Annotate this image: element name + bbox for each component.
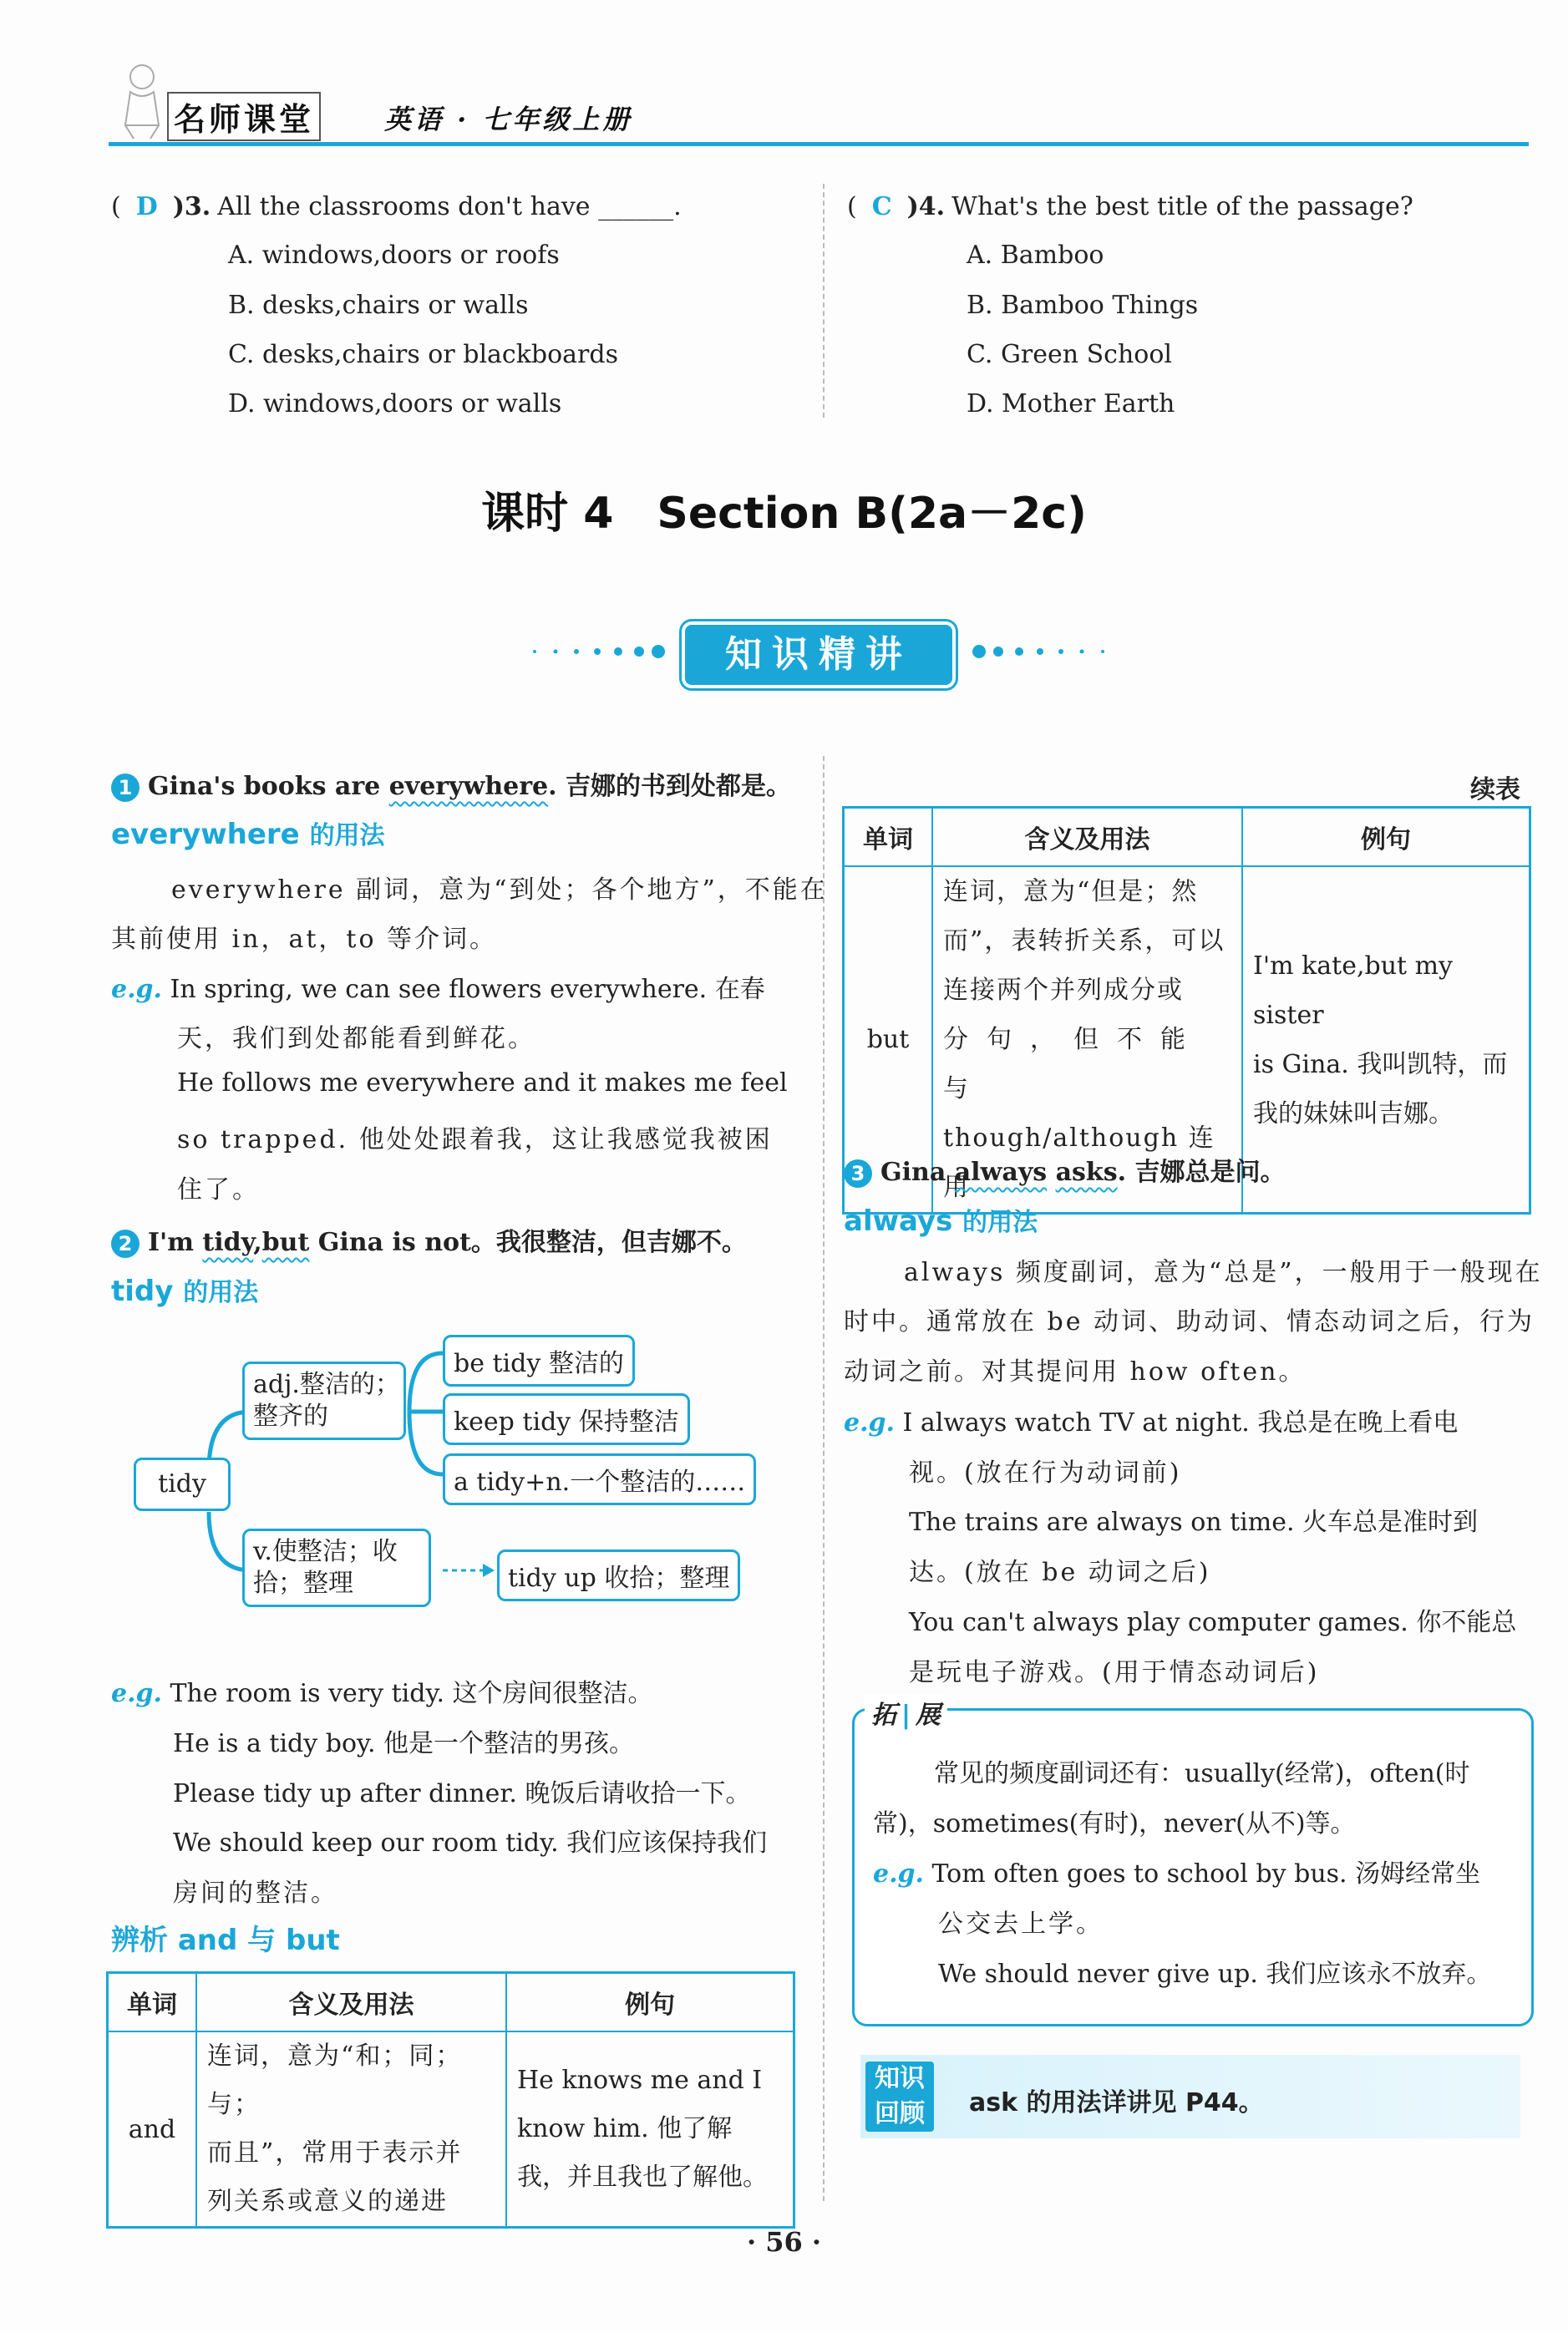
continued-label: 续表: [1470, 775, 1520, 804]
mindmap-root: tidy: [134, 1458, 231, 1511]
point3-example-2a: The trains are always on time. 火车总是准时到: [909, 1508, 1479, 1537]
review-strip: [860, 2055, 1520, 2138]
table-header-example-2: 例句: [1242, 808, 1530, 867]
mindmap: [134, 1320, 794, 1654]
answer-q3: D: [135, 192, 158, 221]
review-text: ask 的用法详讲见 P44。: [969, 2088, 1264, 2117]
point2-example-2: He is a tidy boy. 他是一个整洁的男孩。: [173, 1729, 635, 1758]
point2-example-3: Please tidy up after dinner. 晚饭后请收拾一下。: [173, 1779, 751, 1808]
and-word: and: [108, 2031, 197, 2228]
table-header-usage-2: 含义及用法: [932, 808, 1242, 867]
extension-body-1: 常见的频度副词还有：usually(经常)，often(时: [934, 1759, 1470, 1788]
point2-heading: tidy 的用法: [111, 1275, 259, 1308]
column-divider-top: [823, 184, 825, 418]
extension-box: [852, 1701, 1534, 2026]
mindmap-verb: v.使整洁；收 拾；整理: [242, 1529, 431, 1607]
but-usage: 连词，意为“但是；然 而”，表转折关系，可以 连接两个并列成分或 分句，但不能与 though/although 连用: [932, 866, 1242, 1214]
extension-example-1b: 公交去上学。: [938, 1910, 1104, 1939]
q4-option-c: C. Green School: [967, 340, 1173, 369]
section-title: 课时 4 Section B(2a－2c): [481, 489, 1087, 539]
point1-body-1: everywhere 副词，意为“到处；各个地方”，不能在: [171, 875, 828, 905]
q4-option-b: B. Bamboo Things: [967, 291, 1199, 320]
header-rule: [109, 142, 1529, 146]
q3-option-b: B. desks,chairs or walls: [228, 291, 529, 320]
review-tag: 知识 回顾: [865, 2062, 934, 2132]
banner-dots-left: [526, 643, 668, 660]
mindmap-adj-item-2: keep tidy 保持整洁: [443, 1393, 690, 1445]
column-divider: [823, 756, 825, 2201]
point1-example-1b: 天，我们到处都能看到鲜花。: [177, 1024, 535, 1053]
point3-example-2b: 达。(放在 be 动词之后): [909, 1558, 1211, 1587]
point2-example-1: e.g. The room is very tidy. 这个房间很整洁。: [111, 1679, 653, 1708]
point2-sentence: 2 I'm tidy,but Gina is not。我很整洁，但吉娜不。: [111, 1221, 747, 1258]
mindmap-adj-item-1: be tidy 整洁的: [443, 1335, 635, 1387]
point3-body-2: 时中。通常放在 be 动词、助动词、情态动词之后，行为: [844, 1307, 1535, 1336]
point3-example-1b: 视。(放在行为动词前): [909, 1458, 1182, 1488]
q4-option-d: D. Mother Earth: [967, 389, 1175, 418]
and-table: [106, 1971, 795, 2229]
question-3-stem: All the classrooms don't have ______.: [217, 192, 682, 221]
but-word: but: [844, 866, 933, 1214]
and-usage: 连词，意为“和；同；与； 而且”，常用于表示并 列关系或意义的递进: [196, 2031, 506, 2228]
mindmap-adj-item-3: a tidy+n.一个整洁的……: [443, 1453, 756, 1505]
q3-option-d: D. windows,doors or walls: [228, 389, 562, 418]
but-example: I'm kate,but my sister is Gina. 我叫凯特，而 我的妹妹叫吉娜。: [1242, 866, 1530, 1214]
page-number: · 56 ·: [746, 2226, 822, 2258]
table-header-word-2: 单词: [844, 808, 933, 867]
banner-dots-right: [969, 643, 1111, 660]
and-example: He knows me and I know him. 他了解 我，并且我也了解他。: [506, 2031, 794, 2228]
point1-example-2b: so trapped. 他处处跟着我，这让我感觉我被困: [177, 1125, 773, 1154]
point3-body-3: 动词之前。对其提问用 how often。: [844, 1357, 1307, 1387]
point1-example-1a: e.g. In spring, we can see flowers everywhere. 在春: [111, 975, 765, 1004]
table-header-word: 单词: [108, 1973, 197, 2032]
point3-heading: always 的用法: [844, 1205, 1038, 1238]
extension-body-2: 常)，sometimes(有时)，never(从不)等。: [873, 1809, 1356, 1839]
point1-body-2: 其前使用 in，at，to 等介词。: [111, 925, 498, 954]
point1-example-2a: He follows me everywhere and it makes me feel: [177, 1068, 788, 1098]
header-subtitle: 英语 · 七年级上册: [384, 104, 633, 135]
point1-badge: 1: [111, 773, 140, 802]
mindmap-adj: adj.整洁的； 整齐的: [242, 1362, 406, 1440]
point1-sentence: 1 Gina's books are everywhere. 吉娜的书到处都是。: [111, 765, 791, 802]
extension-example-2: We should never give up. 我们应该永不放弃。: [938, 1960, 1492, 1989]
compare-heading: 辨析 and 与 but: [111, 1924, 340, 1957]
point1-heading: everywhere 的用法: [111, 818, 385, 851]
mindmap-verb-item: tidy up 收拾；整理: [497, 1549, 740, 1601]
point3-sentence: 3 Gina always asks. 吉娜总是问。: [844, 1151, 1286, 1188]
header: [109, 58, 1529, 150]
point3-example-1a: e.g. I always watch TV at night. 我总是在晚上看电: [844, 1408, 1459, 1438]
point1-example-2c: 住了。: [177, 1175, 260, 1205]
point3-example-3a: You can't always play computer games. 你不能总: [909, 1608, 1517, 1637]
point3-badge: 3: [844, 1159, 872, 1188]
extension-label: 拓 | 展: [865, 1694, 947, 1731]
q3-option-a: A. windows,doors or roofs: [228, 241, 560, 270]
header-logo: 名师课堂: [167, 92, 321, 141]
point3-example-3b: 是玩电子游戏。(用于情态动词后): [909, 1658, 1320, 1687]
question-4: ( C )4. What's the best title of the passage?: [847, 192, 1413, 221]
mascot-icon: [117, 58, 167, 142]
question-3: ( D )3. All the classrooms don't have ______.: [111, 192, 682, 221]
point2-example-4b: 房间的整洁。: [173, 1879, 338, 1908]
point2-example-4a: We should keep our room tidy. 我们应该保持我们: [173, 1828, 768, 1858]
question-4-stem: What's the best title of the passage?: [951, 192, 1413, 221]
table-header-example: 例句: [506, 1973, 794, 2032]
table-header-usage: 含义及用法: [196, 1973, 506, 2032]
banner: 知识精讲: [685, 625, 952, 685]
point3-body-1: always 频度副词，意为“总是”，一般用于一般现在: [904, 1258, 1543, 1287]
q4-option-a: A. Bamboo: [967, 241, 1104, 270]
q3-option-c: C. desks,chairs or blackboards: [228, 340, 618, 369]
extension-example-1a: e.g. Tom often goes to school by bus. 汤姆经常坐: [873, 1859, 1481, 1889]
answer-q4: C: [871, 192, 892, 221]
point2-badge: 2: [111, 1230, 140, 1258]
